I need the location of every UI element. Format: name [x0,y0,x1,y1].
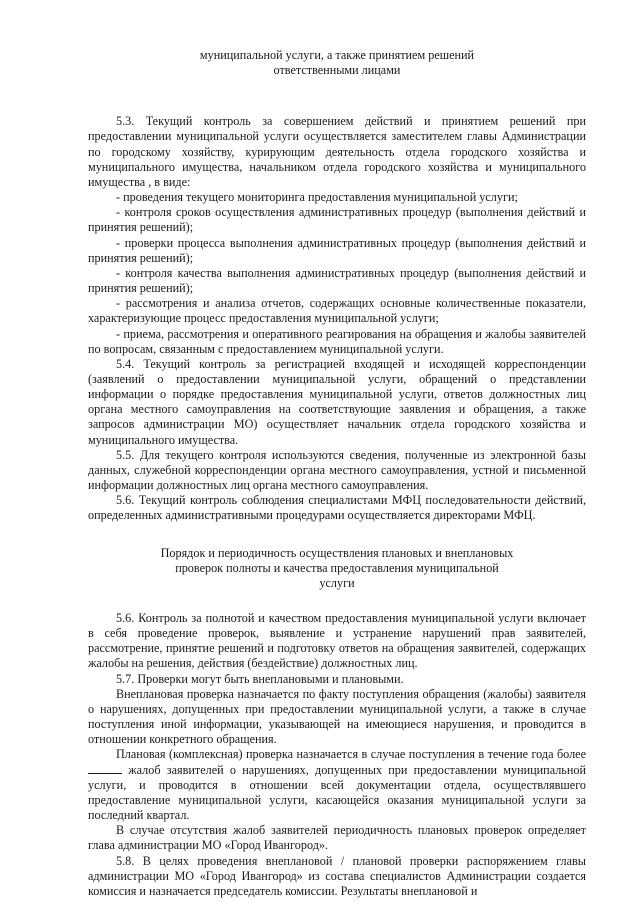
paragraph-5-6-control: 5.6. Контроль за полнотой и качеством предоставления муниципальной услуги включает в себя проведение проверок, выявление и устранение нарушений прав заявителей, рассмотрение, принятие решений и подготовку ответов на обращения заявителей, содержащих жалобы на решения, действия (бездействие) должностных лиц. [88,611,586,671]
blank-fill-line [88,773,122,774]
heading-line: ответственными лицами [273,63,401,78]
document-page [88,48,586,899]
list-item: - проведения текущего мониторинга предоставления муниципальной услуги; [116,190,518,205]
paragraph-unplanned-inspection: Внеплановая проверка назначается по факту поступления обращения (жалобы) заявителя о нарушениях, допущенных при предоставлении муниципальной услуги, а также в случае поступления иной информации, указывающей на имеющиеся нарушения, и проводится в отношении конкретного обращения. [88,686,586,747]
heading-line: муниципальной услуги, а также принятием решений [199,48,475,62]
paragraph-5-8: 5.8. В целях проведения внеплановой / плановой проверки распоряжением главы администрации МО «Город Ивангород» из состава специалистов Администрации создается комиссия и назначается председатель комиссии. Результаты внеплановой и [88,853,586,898]
paragraph-5-6-mfc: 5.6. Текущий контроль соблюдения специалистами МФЦ последовательности действий, определенных административными процедурами осуществляется директорами МФЦ. [88,493,586,523]
paragraph-5-3: 5.3. Текущий контроль за совершением действий и принятием решений при предоставлении муниципальной услуги осуществляется заместителем главы Администрации по городскому хозяйству, курирующим деятельность отдела городского хозяйства и муниципального имущества, начальником отдела городского хозяйства и муниципального имущества , в виде: [88,114,586,189]
planned-text-start: Плановая (комплексная) проверка назначается в случае поступления в течение года более [116,747,586,762]
paragraph-5-7: 5.7. Проверки могут быть внеплановыми и плановыми. [116,671,404,686]
list-item: - контроля сроков осуществления административных процедур (выполнения действий и принятия решений); [88,205,586,235]
paragraph-5-5: 5.5. Для текущего контроля используются сведения, полученные из электронной базы данных, служебной корреспонденции органа местного самоуправления, устной и письменной информации должностных лиц органа местного самоуправления. [88,447,586,493]
list-item: - рассмотрения и анализа отчетов, содержащих основные количественные показатели, характеризующие процесс предоставления муниципальной услуги; [88,296,586,326]
list-item: - контроля качества выполнения административных процедур (выполнения действий и принятия решений); [88,265,586,296]
heading-line: Порядок и периодичность осуществления плановых и внеплановых [160,545,514,560]
heading-line: проверок полноты и качества предоставления муниципальной [175,560,499,575]
list-item: - проверки процесса выполнения административных процедур (выполнения действий и принятия решений); [88,235,586,265]
paragraph-no-complaints: В случае отсутствия жалоб заявителей периодичность плановых проверок определяет глава администрации МО «Город Ивангород». [88,823,586,853]
planned-text-end: жалоб заявителей о нарушениях, допущенных при предоставлении муниципальной услуги, и проводится в отношении всей документации отдела, осуществлявшего предоставление муниципальной услуги, касающейся оказания муниципальной услуги за последний квартал. [88,762,586,823]
section-heading-inspections [88,546,586,591]
section-heading-top [88,48,586,78]
paragraph-5-4: 5.4. Текущий контроль за регистрацией входящей и исходящей корреспонденции (заявлений о предоставлении муниципальной услуги, обращений о представлении информации о порядке предоставления муниципальной услуги, ответов должностных лиц органа местного самоуправления на соответствующие заявления и обращения, а также запросов администрации МО) осуществляет начальник отдела городского хозяйства и муниципального имущества. [88,356,586,447]
list-item: - приема, рассмотрения и оперативного реагирования на обращения и жалобы заявителей по вопросам, связанным с предоставлением муниципальной услуги. [88,326,586,356]
paragraph-planned-inspection [88,747,586,823]
heading-line: услуги [319,575,355,590]
